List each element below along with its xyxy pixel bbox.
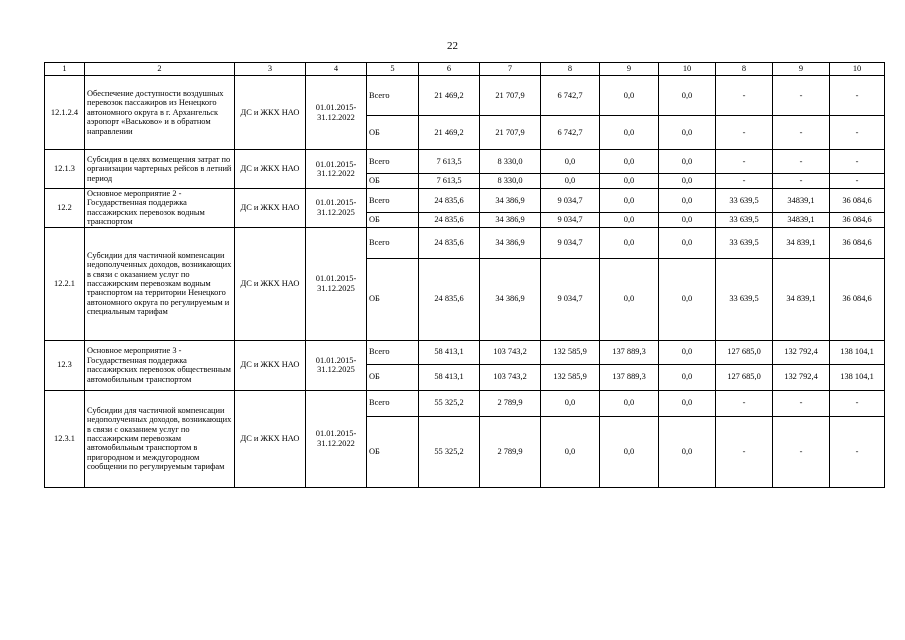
value-cell: 0,0	[659, 416, 716, 487]
column-header: 1	[45, 63, 85, 76]
value-cell: 0,0	[659, 340, 716, 364]
value-cell: -	[830, 174, 885, 189]
value-cell: 2 789,9	[480, 390, 541, 416]
value-cell: 0,0	[659, 150, 716, 174]
funding-source: Всего	[367, 390, 419, 416]
value-cell: 21 469,2	[419, 76, 480, 116]
value-cell: 36 084,6	[830, 227, 885, 258]
row-name: Субсидии для частичной компенсации недополученных доходов, возникающих в связи с оказанием услуг по пассажирским перевозкам водным транспортом на территории Ненецкого автономного округа по регулируемым и специальным тарифам	[85, 227, 235, 340]
value-cell: 36 084,6	[830, 213, 885, 227]
value-cell: -	[716, 390, 773, 416]
value-cell: -	[716, 150, 773, 174]
value-cell: -	[716, 76, 773, 116]
value-cell: 36 084,6	[830, 189, 885, 213]
column-header: 4	[306, 63, 367, 76]
column-header: 9	[600, 63, 659, 76]
value-cell: 0,0	[659, 174, 716, 189]
value-cell: 36 084,6	[830, 258, 885, 340]
value-cell: 58 413,1	[419, 340, 480, 364]
budget-table	[44, 62, 885, 488]
value-cell: 24 835,6	[419, 227, 480, 258]
value-cell: 6 742,7	[541, 76, 600, 116]
value-cell: 34 839,1	[773, 227, 830, 258]
value-cell: 0,0	[600, 174, 659, 189]
value-cell: 0,0	[659, 227, 716, 258]
value-cell: 21 707,9	[480, 76, 541, 116]
row-executor: ДС и ЖКХ НАО	[235, 189, 306, 228]
value-cell: -	[773, 116, 830, 150]
funding-source: ОБ	[367, 416, 419, 487]
funding-source: Всего	[367, 340, 419, 364]
column-header: 10	[659, 63, 716, 76]
value-cell: 0,0	[541, 416, 600, 487]
value-cell: 9 034,7	[541, 189, 600, 213]
value-cell: -	[773, 416, 830, 487]
table-row	[45, 189, 885, 213]
funding-source: Всего	[367, 150, 419, 174]
column-header: 8	[716, 63, 773, 76]
value-cell: 33 639,5	[716, 258, 773, 340]
funding-source: Всего	[367, 227, 419, 258]
value-cell: -	[773, 390, 830, 416]
value-cell: 24 835,6	[419, 213, 480, 227]
value-cell: 6 742,7	[541, 116, 600, 150]
value-cell: 9 034,7	[541, 258, 600, 340]
value-cell: 7 613,5	[419, 174, 480, 189]
value-cell: -	[773, 150, 830, 174]
value-cell: 0,0	[659, 364, 716, 390]
table-row	[45, 150, 885, 174]
value-cell: 24 835,6	[419, 189, 480, 213]
value-cell: 34839,1	[773, 213, 830, 227]
page-number: 22	[447, 40, 458, 52]
value-cell: 0,0	[600, 76, 659, 116]
value-cell: 0,0	[659, 213, 716, 227]
column-header: 9	[773, 63, 830, 76]
value-cell: 34 386,9	[480, 213, 541, 227]
value-cell: 0,0	[600, 116, 659, 150]
value-cell: 9 034,7	[541, 213, 600, 227]
row-name: Обеспечение доступности воздушных перевозок пассажиров из Ненецкого автономного округа в г. Архангельск аэропорт «Васьково» и в обратном направлении	[85, 76, 235, 150]
value-cell: 8 330,0	[480, 174, 541, 189]
value-cell: 21 469,2	[419, 116, 480, 150]
value-cell: 9 034,7	[541, 227, 600, 258]
value-cell: 34 386,9	[480, 258, 541, 340]
value-cell: 58 413,1	[419, 364, 480, 390]
value-cell: 34 839,1	[773, 258, 830, 340]
value-cell: 0,0	[659, 76, 716, 116]
value-cell: 33 639,5	[716, 227, 773, 258]
value-cell: -	[773, 76, 830, 116]
column-header: 10	[830, 63, 885, 76]
value-cell: 8 330,0	[480, 150, 541, 174]
value-cell: -	[830, 416, 885, 487]
value-cell: 138 104,1	[830, 364, 885, 390]
value-cell: 0,0	[600, 416, 659, 487]
value-cell: 7 613,5	[419, 150, 480, 174]
row-name: Основное мероприятие 3 - Государственная поддержка пассажирских перевозок общественным автомобильным транспортом	[85, 340, 235, 390]
row-code: 12.1.2.4	[45, 76, 85, 150]
value-cell: 0,0	[659, 116, 716, 150]
value-cell: 34 386,9	[480, 189, 541, 213]
value-cell: 0,0	[600, 227, 659, 258]
funding-source: ОБ	[367, 116, 419, 150]
column-header: 3	[235, 63, 306, 76]
row-term: 01.01.2015-31.12.2022	[306, 76, 367, 150]
value-cell: 132 792,4	[773, 340, 830, 364]
column-header: 7	[480, 63, 541, 76]
value-cell: 0,0	[659, 258, 716, 340]
row-code: 12.2.1	[45, 227, 85, 340]
value-cell: 55 325,2	[419, 390, 480, 416]
row-term: 01.01.2015-31.12.2022	[306, 390, 367, 487]
table-row	[45, 340, 885, 364]
value-cell: 2 789,9	[480, 416, 541, 487]
column-header: 5	[367, 63, 419, 76]
row-executor: ДС и ЖКХ НАО	[235, 390, 306, 487]
row-name: Субсидия в целях возмещения затрат по организации чартерных рейсов в летний период	[85, 150, 235, 189]
column-header-row	[45, 63, 885, 76]
value-cell: 132 585,9	[541, 364, 600, 390]
value-cell: -	[716, 174, 773, 189]
table-row	[45, 390, 885, 416]
value-cell: -	[773, 174, 830, 189]
funding-source: Всего	[367, 76, 419, 116]
value-cell: 0,0	[600, 258, 659, 340]
value-cell: -	[716, 116, 773, 150]
value-cell: 132 585,9	[541, 340, 600, 364]
value-cell: -	[830, 76, 885, 116]
value-cell: -	[830, 116, 885, 150]
table-row	[45, 227, 885, 258]
funding-source: Всего	[367, 189, 419, 213]
value-cell: 127 685,0	[716, 340, 773, 364]
table-row	[45, 76, 885, 116]
value-cell: -	[830, 150, 885, 174]
value-cell: 34 386,9	[480, 227, 541, 258]
value-cell: 34839,1	[773, 189, 830, 213]
row-term: 01.01.2015-31.12.2025	[306, 340, 367, 390]
value-cell: 0,0	[600, 150, 659, 174]
column-header: 6	[419, 63, 480, 76]
funding-source: ОБ	[367, 258, 419, 340]
value-cell: 138 104,1	[830, 340, 885, 364]
value-cell: 137 889,3	[600, 340, 659, 364]
row-code: 12.3	[45, 340, 85, 390]
value-cell: 132 792,4	[773, 364, 830, 390]
value-cell: -	[716, 416, 773, 487]
value-cell: 33 639,5	[716, 189, 773, 213]
value-cell: 0,0	[600, 189, 659, 213]
funding-source: ОБ	[367, 174, 419, 189]
row-term: 01.01.2015-31.12.2022	[306, 150, 367, 189]
row-executor: ДС и ЖКХ НАО	[235, 340, 306, 390]
funding-source: ОБ	[367, 213, 419, 227]
value-cell: 0,0	[541, 174, 600, 189]
value-cell: 33 639,5	[716, 213, 773, 227]
value-cell: 0,0	[659, 390, 716, 416]
value-cell: 55 325,2	[419, 416, 480, 487]
value-cell: -	[830, 390, 885, 416]
value-cell: 103 743,2	[480, 364, 541, 390]
row-code: 12.3.1	[45, 390, 85, 487]
column-header: 8	[541, 63, 600, 76]
column-header: 2	[85, 63, 235, 76]
value-cell: 0,0	[541, 390, 600, 416]
value-cell: 127 685,0	[716, 364, 773, 390]
row-executor: ДС и ЖКХ НАО	[235, 150, 306, 189]
value-cell: 103 743,2	[480, 340, 541, 364]
row-term: 01.01.2015-31.12.2025	[306, 227, 367, 340]
value-cell: 0,0	[541, 150, 600, 174]
row-executor: ДС и ЖКХ НАО	[235, 227, 306, 340]
row-code: 12.2	[45, 189, 85, 228]
funding-source: ОБ	[367, 364, 419, 390]
row-name: Субсидии для частичной компенсации недополученных доходов, возникающих в связи с оказанием услуг по пассажирским перевозкам автомобильным транспортом в пригородном и междугородном сообщении по регулируемым тарифам	[85, 390, 235, 487]
value-cell: 21 707,9	[480, 116, 541, 150]
value-cell: 0,0	[600, 390, 659, 416]
value-cell: 0,0	[600, 213, 659, 227]
row-code: 12.1.3	[45, 150, 85, 189]
row-name: Основное мероприятие 2 - Государственная поддержка пассажирских перевозок водным транспортом	[85, 189, 235, 228]
row-term: 01.01.2015-31.12.2025	[306, 189, 367, 228]
value-cell: 24 835,6	[419, 258, 480, 340]
table-body	[45, 76, 885, 488]
row-executor: ДС и ЖКХ НАО	[235, 76, 306, 150]
value-cell: 0,0	[659, 189, 716, 213]
value-cell: 137 889,3	[600, 364, 659, 390]
